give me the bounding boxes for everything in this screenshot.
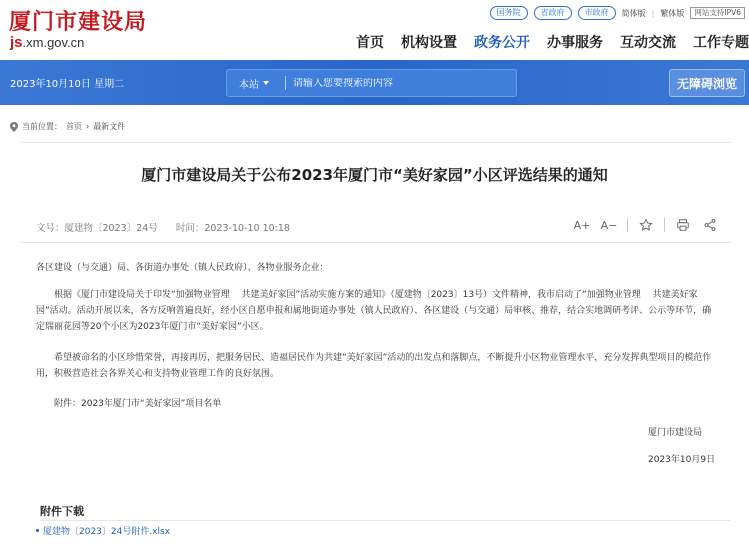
top-links-divider: | — [651, 8, 655, 18]
breadcrumb-label: 当前位置： — [22, 122, 62, 131]
signer: 厦门市建设局 — [648, 428, 703, 438]
main-nav — [339, 32, 749, 52]
attachment-link[interactable] — [36, 524, 170, 537]
article-paragraph: 根据《厦门市建设局关于印发“加强物业管理 共建美好家园”活动实施方案的通知》（厦建物〔2023〕13号）文件精神，我市启动了“加强物业管理 共建美好家园”活动。活动开展以来，各方反响普遍良好，经小区自愿申报和属地街道办事处（镇人民政府）、各区建设（与交通）局审核、推荐，结合实地调研考评、公示等环节，确定瑞丽花园等20个小区为2023年厦门市“美好家园”小区。 — [36, 290, 712, 332]
attachments-divider — [40, 520, 730, 521]
site-domain-prefix: js — [10, 34, 23, 51]
article-attachment-note: 附件：2023年厦门市“美好家园”项目名单 — [54, 399, 222, 409]
tools-divider — [664, 218, 665, 232]
publish-time: 2023-10-10 10:18 — [204, 223, 290, 234]
breadcrumb — [10, 121, 125, 132]
ipv6-badge: 网站支持IPV6 — [690, 7, 745, 19]
font-decrease-button[interactable] — [600, 216, 618, 234]
search-box — [226, 69, 517, 97]
printer-icon — [676, 218, 690, 232]
search-scope-select[interactable] — [227, 76, 285, 91]
attachments-heading: 附件下载 — [40, 505, 84, 518]
doc-number-label: 文号： — [36, 223, 65, 234]
publish-time-label: 时间： — [175, 223, 205, 234]
article-paragraph: 希望被命名的小区珍惜荣誉，再接再厉，把服务居民、造福居民作为共建“美好家园”活动的出发点和落脚点，不断提升小区物业管理水平，充分发挥典型项目的模范作用，积极营造社会各界关心和支持物业管理工作的良好氛围。 — [36, 353, 712, 379]
chevron-down-icon — [263, 81, 269, 85]
doc-number: 厦建物〔2023〕24号 — [64, 223, 158, 234]
nav-item-gov-affairs[interactable]: 政务公开 — [474, 35, 530, 51]
link-province-gov[interactable]: 省政府 — [534, 6, 572, 20]
site-domain — [10, 34, 84, 51]
share-button[interactable] — [701, 216, 719, 234]
favorite-button[interactable] — [637, 216, 655, 234]
star-icon — [639, 218, 653, 232]
link-state-council[interactable]: 国务院 — [490, 6, 528, 20]
search-banner — [0, 60, 749, 105]
site-logo-title[interactable]: 厦门市建设局 — [9, 9, 148, 35]
traditional-chinese-link[interactable]: 繁体版 — [660, 8, 685, 18]
nav-item-organization[interactable]: 机构设置 — [401, 35, 457, 51]
breadcrumb-home[interactable]: 首页 — [66, 122, 82, 131]
article-meta — [36, 220, 290, 234]
article-title: 厦门市建设局关于公布2023年厦门市“美好家园”小区评选结果的通知 — [141, 166, 608, 184]
link-city-gov[interactable]: 市政府 — [578, 6, 616, 20]
simplified-chinese-link[interactable]: 简体版 — [621, 8, 646, 18]
sign-date: 2023年10月9日 — [648, 455, 716, 465]
site-domain-suffix: .xm.gov.cn — [22, 35, 85, 50]
attachment-link-label: 厦建物〔2023〕24号附件.xlsx — [43, 527, 171, 537]
article-paragraph: 各区建设（与交通）局、各街道办事处（镇人民政府）、各物业服务企业： — [36, 263, 329, 273]
site-header — [0, 0, 749, 60]
print-button[interactable] — [674, 216, 692, 234]
breadcrumb-separator: › — [86, 122, 90, 131]
font-increase-button[interactable] — [573, 216, 591, 234]
breadcrumb-section[interactable]: 最新文件 — [93, 122, 126, 131]
font-increase-icon: A+ — [573, 218, 591, 232]
tools-divider — [627, 218, 628, 232]
font-decrease-icon: A− — [600, 218, 618, 232]
share-icon — [703, 218, 717, 232]
top-links — [490, 6, 745, 20]
article-tools — [573, 216, 719, 234]
nav-item-home[interactable]: 首页 — [356, 35, 384, 51]
current-date: 2023年10月10日 星期二 — [10, 79, 125, 90]
bullet-icon — [36, 529, 39, 532]
accessibility-button[interactable]: 无障碍浏览 — [669, 69, 745, 97]
nav-item-topics[interactable]: 工作专题 — [693, 35, 749, 51]
search-scope-label: 本站 — [239, 79, 259, 91]
search-input[interactable] — [286, 78, 501, 89]
meta-divider — [20, 242, 730, 243]
nav-item-services[interactable]: 办事服务 — [547, 35, 603, 51]
breadcrumb-divider — [20, 142, 730, 143]
location-pin-icon — [10, 122, 18, 132]
nav-item-interaction[interactable]: 互动交流 — [620, 35, 676, 51]
